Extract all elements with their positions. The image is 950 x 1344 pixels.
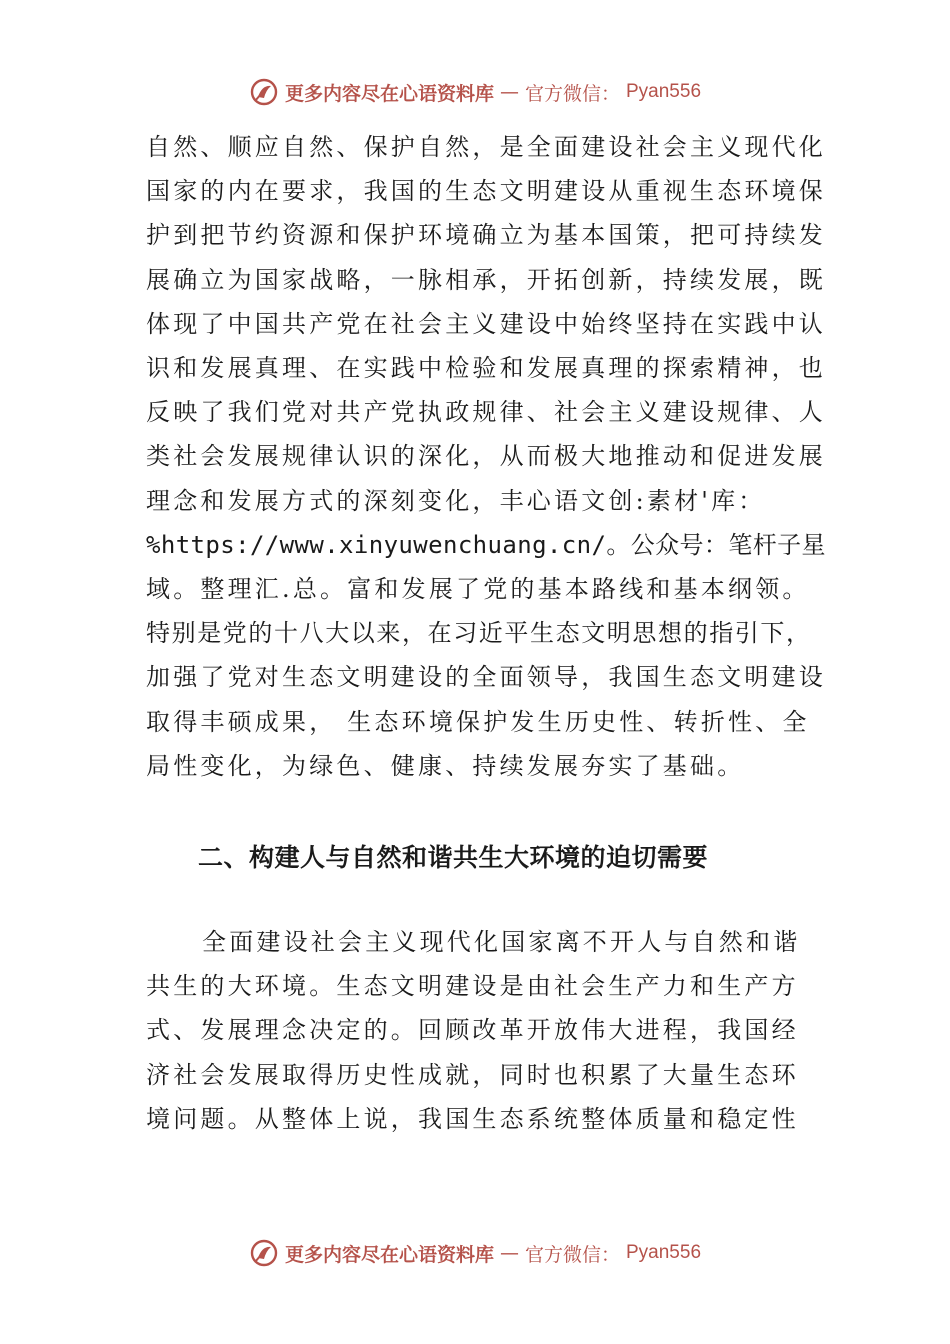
banner-text: 更多内容尽在心语资料库 [284,1243,494,1266]
paragraph-line-url: %https://www.xinyuwenchuang.cn/。公众号：笔杆子星 [146,530,826,559]
paragraph-line: 反映了我们党对共产党执政规律、社会主义建设规律、人 [146,398,826,427]
paragraph-line: 全面建设社会主义现代化国家离不开人与自然和谐 [202,928,801,956]
footer-banner [0,1233,950,1273]
banner-wechat-label: 官方微信： [524,1243,620,1266]
paragraph-line: 识和发展真理、在实践中检验和发展真理的探索精神，也 [146,354,826,383]
paragraph-line: 域。整理汇.总。富和发展了党的基本路线和基本纲领。 [146,575,810,604]
paragraph-line: 取得丰硕成果， 生态环境保护发生历史性、转折性、全 [146,707,810,736]
paragraph-line: 局性变化，为绿色、健康、持续发展夯实了基础。 [146,751,745,780]
banner-wechat-id: Pyan556 [626,1242,702,1263]
paragraph-line: 自然、顺应自然、保护自然，是全面建设社会主义现代化 [146,133,826,161]
logo-icon [249,77,279,107]
logo-icon [249,1238,279,1268]
paragraph-line: 展确立为国家战略，一脉相承，开拓创新，持续发展，既 [146,265,826,294]
paragraph-line: 共生的大环境。生态文明建设是由社会生产力和生产方 [146,972,799,1001]
banner-separator: — [499,1242,519,1264]
body-paragraph-1 [146,125,836,788]
paragraph-line: 境问题。从整体上说，我国生态系统整体质量和稳定性 [146,1104,799,1133]
body-paragraph-2 [146,920,836,1141]
paragraph-line: 济社会发展取得历史性成就，同时也积累了大量生态环 [146,1060,799,1089]
paragraph-line: 加强了党对生态文明建设的全面领导，我国生态文明建设 [146,663,826,692]
banner-wechat-label: 官方微信： [524,82,620,105]
paragraph-line: 国家的内在要求，我国的生态文明建设从重视生态环境保 [146,177,826,206]
paragraph-line: 特别是党的十八大以来，在习近平生态文明思想的指引下， [146,619,812,648]
paragraph-line: 式、发展理念决定的。回顾改革开放伟大进程，我国经 [146,1016,799,1045]
paragraph-line: 体现了中国共产党在社会主义建设中始终坚持在实践中认 [146,309,826,338]
paragraph-line: 类社会发展规律认识的深化，从而极大地推动和促进发展 [146,442,826,471]
banner-text: 更多内容尽在心语资料库 [284,82,494,105]
banner-wechat-id: Pyan556 [626,81,702,102]
header-banner [0,72,950,112]
section-heading: 二、构建人与自然和谐共生大环境的迫切需要 [198,843,709,872]
paragraph-line: 理念和发展方式的深刻变化，丰心语文创:素材'库： [146,486,766,515]
paragraph-line: 护到把节约资源和保护环境确立为基本国策，把可持续发 [146,221,826,250]
banner-separator: — [499,81,519,103]
